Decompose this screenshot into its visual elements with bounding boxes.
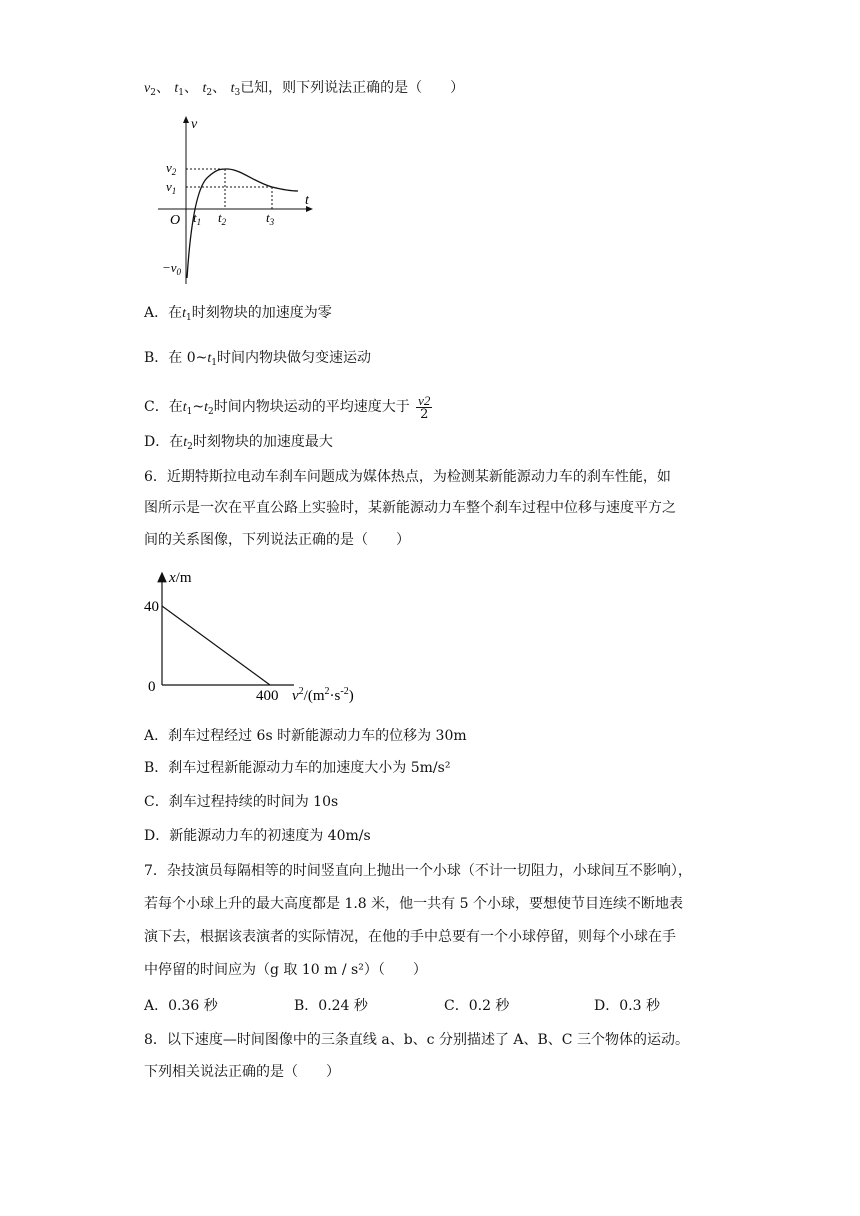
q5-option-a: A．在$t_1$时刻物块的加速度为零 bbox=[144, 305, 332, 323]
q6-y-axis-label: x/m bbox=[169, 570, 192, 586]
q6-option-d: D．新能源动力车的初速度为 40m/s bbox=[144, 828, 371, 844]
q6-stem-line-2: 图所示是一次在平直公路上实验时，某新能源动力车整个刹车过程中位移与速度平方之 bbox=[144, 500, 676, 516]
q5-option-c: C．在$t_1\sim t_2$时间内物块运动的平均速度大于 $\frac{v2}{2}$ bbox=[144, 392, 431, 422]
q5-t2-label: $t_2$ bbox=[218, 210, 227, 227]
q5-vt-graph bbox=[150, 112, 330, 287]
q6-graph-line bbox=[162, 606, 270, 685]
q6-stem-line-1: 6．近期特斯拉电动车刹车问题成为媒体热点，为检测某新能源动力车的刹车性能，如 bbox=[144, 469, 671, 485]
q5-v0-label: $-v_0$ bbox=[162, 260, 182, 277]
q7-option-d: D．0.3 秒 bbox=[594, 998, 660, 1014]
q6-x-v2-graph bbox=[144, 566, 380, 708]
q5-t3-label: $t_3$ bbox=[266, 210, 275, 227]
q5-option-b: B．在 $0\sim t_1$时间内物块做匀变速运动 bbox=[144, 350, 372, 368]
q5-vt-curve bbox=[187, 169, 298, 278]
q6-option-b: B．刹车过程新能源动力车的加速度大小为 5m/s² bbox=[144, 760, 451, 776]
q6-option-c: C．刹车过程持续的时间为 10s bbox=[144, 794, 339, 810]
q5-option-c-fraction: $\frac{v2}{2}$ bbox=[418, 392, 431, 422]
q5-t1-label: $t_1$ bbox=[193, 210, 202, 227]
q5-origin-label: O bbox=[170, 213, 181, 228]
q5-axis-v-label: v bbox=[191, 117, 198, 132]
q7-stem-line-3: 演下去，根据该表演者的实际情况，在他的手中总要有一个小球停留，则每个小球在手 bbox=[144, 929, 676, 945]
q7-option-a: A．0.36 秒 bbox=[144, 998, 218, 1014]
q5-axis-t-label: t bbox=[305, 193, 309, 208]
q5-stem: $v_2$、 $t_1$、 $t_2$、 $t_3$已知，则下列说法正确的是（ ） bbox=[144, 80, 465, 98]
q5-v2-label: $v_2$ bbox=[166, 160, 177, 177]
q7-stem-line-4: 中停留的时间应为（g 取 10 m / s²）（ ） bbox=[144, 962, 427, 978]
q6-x-tick-400: 400 bbox=[256, 688, 279, 704]
q6-y-tick-40: 40 bbox=[144, 599, 159, 615]
q6-stem-line-3: 间的关系图像，下列说法正确的是（ ） bbox=[144, 532, 410, 548]
q7-stem-line-1: 7．杂技演员每隔相等的时间竖直向上抛出一个小球（不计一切阻力，小球间互不影响）， bbox=[144, 863, 692, 879]
q5-v1-label: $v_1$ bbox=[166, 179, 177, 196]
q6-origin-label: 0 bbox=[148, 679, 156, 695]
q6-option-a: A．刹车过程经过 6s 时新能源动力车的位移为 30m bbox=[144, 728, 467, 744]
q7-stem-line-2: 若每个小球上升的最大高度都是 1.8 米，他一共有 5 个小球，要想使节目连续不断地表 bbox=[144, 896, 683, 912]
q8-stem-line-1: 8．以下速度—时间图像中的三条直线 a、b、c 分别描述了 A、B、C 三个物体的运动。 bbox=[144, 1032, 689, 1048]
q6-x-axis-label: $v^2/(m^2\cdot s^{-2})$ bbox=[292, 686, 354, 704]
q8-stem-line-2: 下列相关说法正确的是（ ） bbox=[144, 1064, 340, 1080]
q5-option-d: D．在$t_2$时刻物块的加速度最大 bbox=[144, 434, 333, 452]
q7-option-c: C．0.2 秒 bbox=[444, 998, 510, 1014]
q7-option-b: B．0.24 秒 bbox=[294, 998, 368, 1014]
